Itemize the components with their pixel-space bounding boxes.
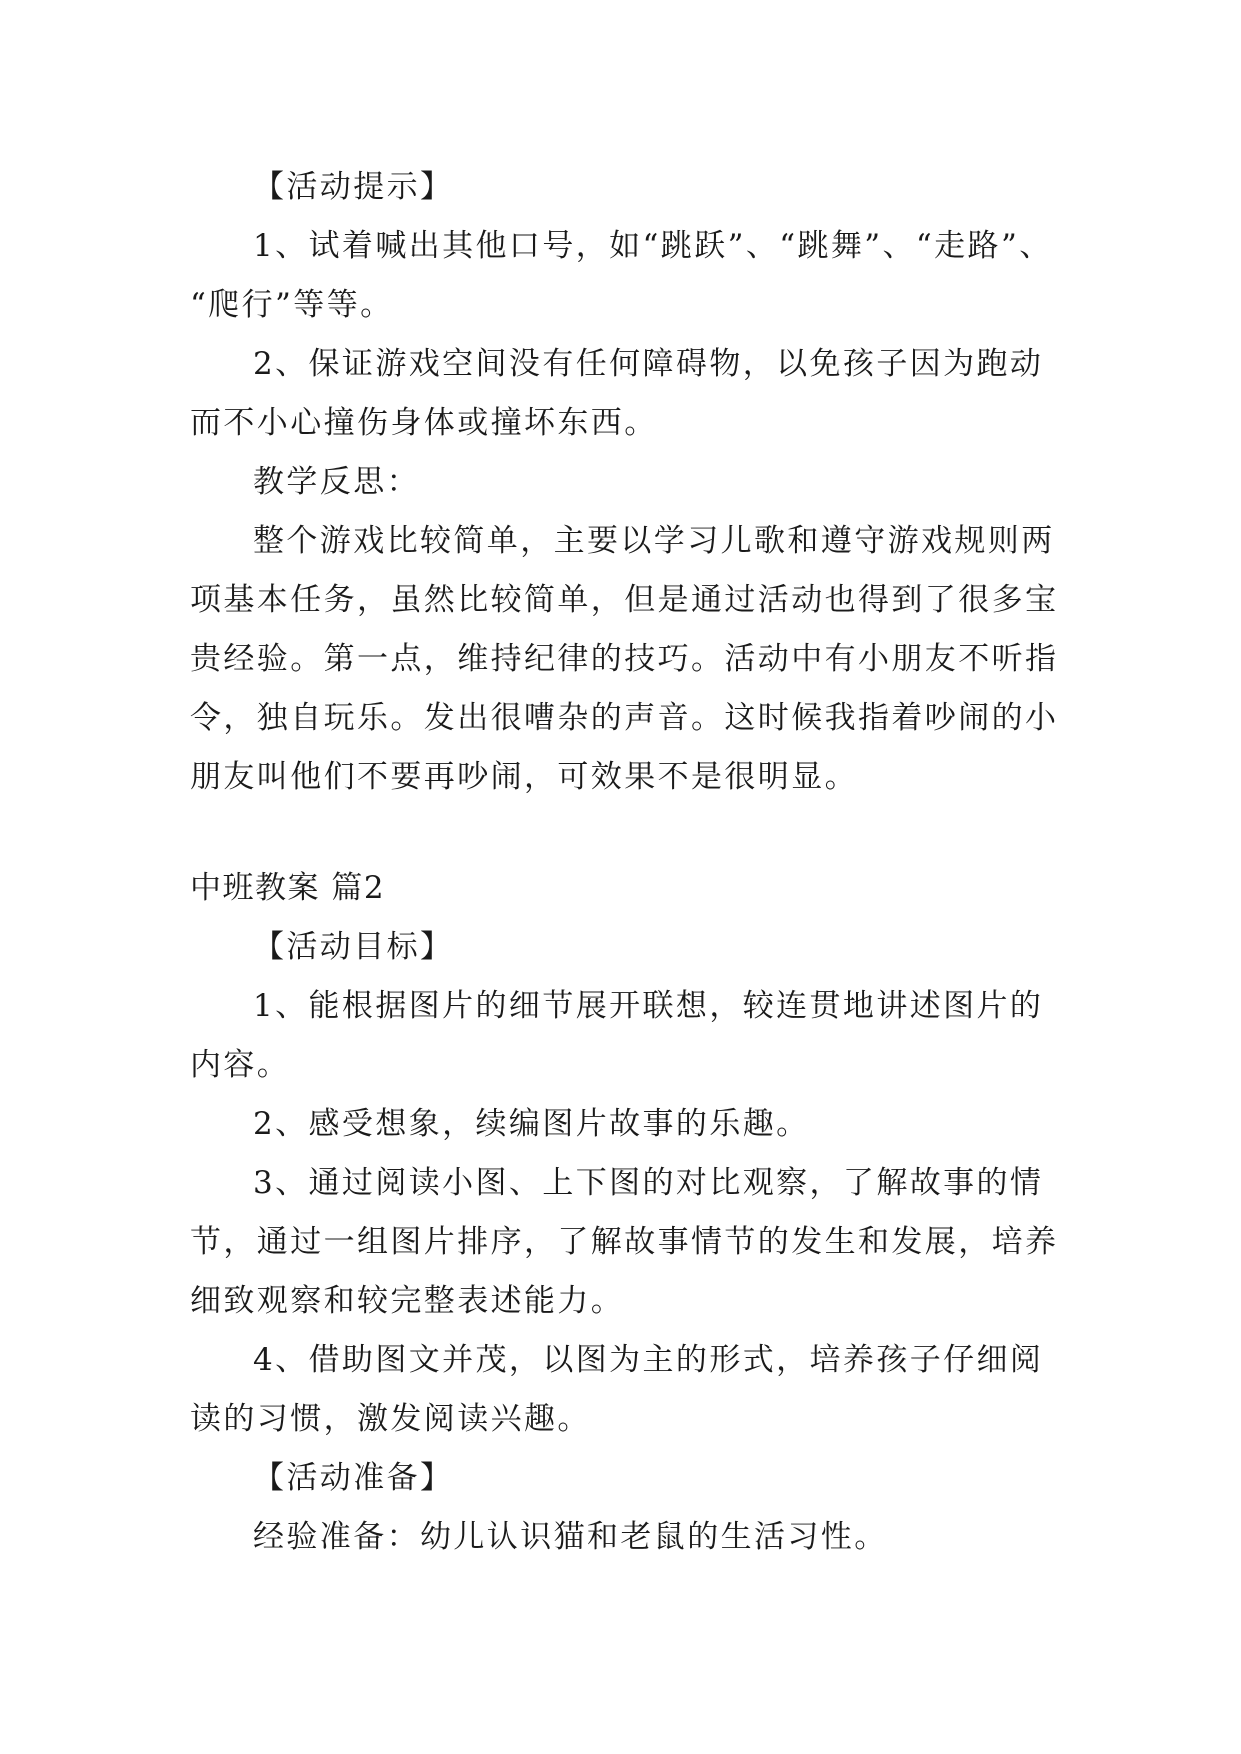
goal3-line2: 节，通过一组图片排序，了解故事情节的发生和发展，培养 — [190, 1224, 1059, 1260]
goal4-line2: 读的习惯，激发阅读兴趣。 — [190, 1401, 591, 1437]
tips-heading: 【活动提示】 — [253, 169, 454, 205]
tip2-line2: 而不小心撞伤身体或撞坏东西。 — [190, 405, 658, 441]
reflection-line: 令，独自玩乐。发出很嘈杂的声音。这时候我指着吵闹的小 — [190, 700, 1059, 736]
goal1-line1: 1、能根据图片的细节展开联想，较连贯地讲述图片的 — [253, 988, 1044, 1024]
goal3-line1: 3、通过阅读小图、上下图的对比观察，了解故事的情 — [253, 1165, 1044, 1201]
tip1-line1: 1、试着喊出其他口号，如“跳跃”、“跳舞”、“走路”、 — [253, 228, 1053, 264]
tip1-line2: “爬行”等等。 — [190, 287, 394, 323]
goal2: 2、感受想象，续编图片故事的乐趣。 — [253, 1106, 810, 1142]
goal3-line3: 细致观察和较完整表述能力。 — [190, 1283, 625, 1319]
prep-heading: 【活动准备】 — [253, 1460, 454, 1496]
reflection-line: 整个游戏比较简单，主要以学习儿歌和遵守游戏规则两 — [253, 523, 1055, 559]
goals-heading: 【活动目标】 — [253, 929, 454, 965]
reflection-line: 贵经验。第一点，维持纪律的技巧。活动中有小朋友不听指 — [190, 641, 1059, 677]
goal4-line1: 4、借助图文并茂，以图为主的形式，培养孩子仔细阅 — [253, 1342, 1044, 1378]
goal1-line2: 内容。 — [190, 1047, 291, 1083]
reflection-line: 朋友叫他们不要再吵闹，可效果不是很明显。 — [190, 759, 858, 795]
reflection-line: 项基本任务，虽然比较简单，但是通过活动也得到了很多宝 — [190, 582, 1059, 618]
section-title: 中班教案 篇2 — [190, 870, 386, 906]
reflection-heading: 教学反思： — [253, 464, 420, 500]
prep-item: 经验准备：幼儿认识猫和老鼠的生活习性。 — [253, 1519, 888, 1555]
tip2-line1: 2、保证游戏空间没有任何障碍物，以免孩子因为跑动 — [253, 346, 1044, 382]
